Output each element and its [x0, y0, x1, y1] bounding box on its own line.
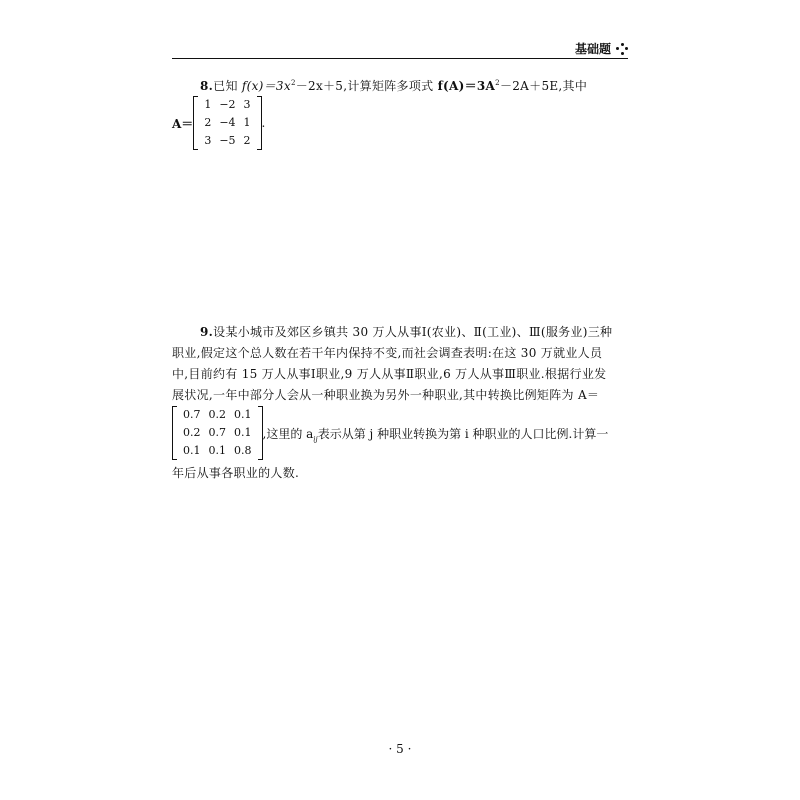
page-number: · 5 ·: [388, 742, 412, 756]
text-line: 职业,假定这个总人数在若干年内保持不变,而社会调查表明:在这 30 万就业人员: [172, 346, 603, 360]
matrix-cell: 2: [204, 116, 212, 129]
problem-9-matrix-line: [172, 406, 608, 460]
matrix-cell: −5: [219, 134, 236, 147]
problem-8-statement: 8.已知 $f(x)=3x^2-2x+5$,计算矩阵多项式 $f(A)=3A^2-2A+5E$,其中: [200, 79, 588, 93]
matrix-cell: 3: [243, 98, 251, 111]
matrix-row: [179, 406, 256, 424]
problem-8-number: 8.: [200, 79, 214, 93]
matrix-cell: −4: [219, 116, 236, 129]
matrix-trailing-text: ,这里的 $a_{ij}$表示从第 j 种职业转换为第 i 种职业的人口比例.计算一: [262, 426, 609, 443]
matrix-A-9: [172, 406, 263, 460]
text-line: 中,目前约有 15 万人从事Ⅰ职业,9 万人从事Ⅱ职业,6 万人从事Ⅲ职业.根据行业发: [172, 367, 607, 381]
problem-8-matrix-line: A＝ 1 −2 3 2 −4 1 3 −5 2 .: [172, 96, 265, 150]
matrix-A-8: [193, 96, 261, 150]
matrix-cell: 0.8: [234, 444, 252, 457]
matrix-cell: −2: [219, 98, 236, 111]
problem-9-statement: [172, 322, 628, 406]
matrix-cell: 1: [243, 116, 251, 129]
matrix-cell: 0.1: [183, 444, 201, 457]
problem-9-number: 9.: [200, 325, 214, 339]
header-rule: [172, 58, 628, 59]
matrix-cell: 1: [204, 98, 212, 111]
matrix-row: [200, 132, 254, 150]
matrix-cell: 3: [204, 134, 212, 147]
matrix-cell: 0.7: [208, 426, 226, 439]
text-line: 9.设某小城市及郊区乡镇共 30 万人从事Ⅰ(农业)、Ⅱ(工业)、Ⅲ(服务业)三种: [200, 325, 613, 339]
matrix-row: [200, 114, 254, 132]
matrix-cell: 0.1: [234, 408, 252, 421]
matrix-cell: 0.2: [183, 426, 201, 439]
page-header: [575, 40, 628, 57]
matrix-cell: 0.1: [208, 444, 226, 457]
section-title: 基础题: [574, 42, 611, 56]
problem-9-last-line: 年后从事各职业的人数.: [172, 466, 300, 480]
matrix-row: [200, 96, 254, 114]
matrix-cell: 2: [243, 134, 251, 147]
matrix-row: [179, 424, 256, 442]
matrix-cell: 0.1: [234, 426, 252, 439]
diamond-ornament-icon: [616, 43, 628, 55]
text-line: 展状况,一年中部分人会从一种职业换为另外一种职业,其中转换比例矩阵为 A＝: [172, 388, 600, 402]
matrix-row: [179, 442, 256, 460]
matrix-cell: 0.2: [208, 408, 226, 421]
matrix-cell: 0.7: [183, 408, 201, 421]
matrix-label: A＝: [172, 116, 194, 131]
